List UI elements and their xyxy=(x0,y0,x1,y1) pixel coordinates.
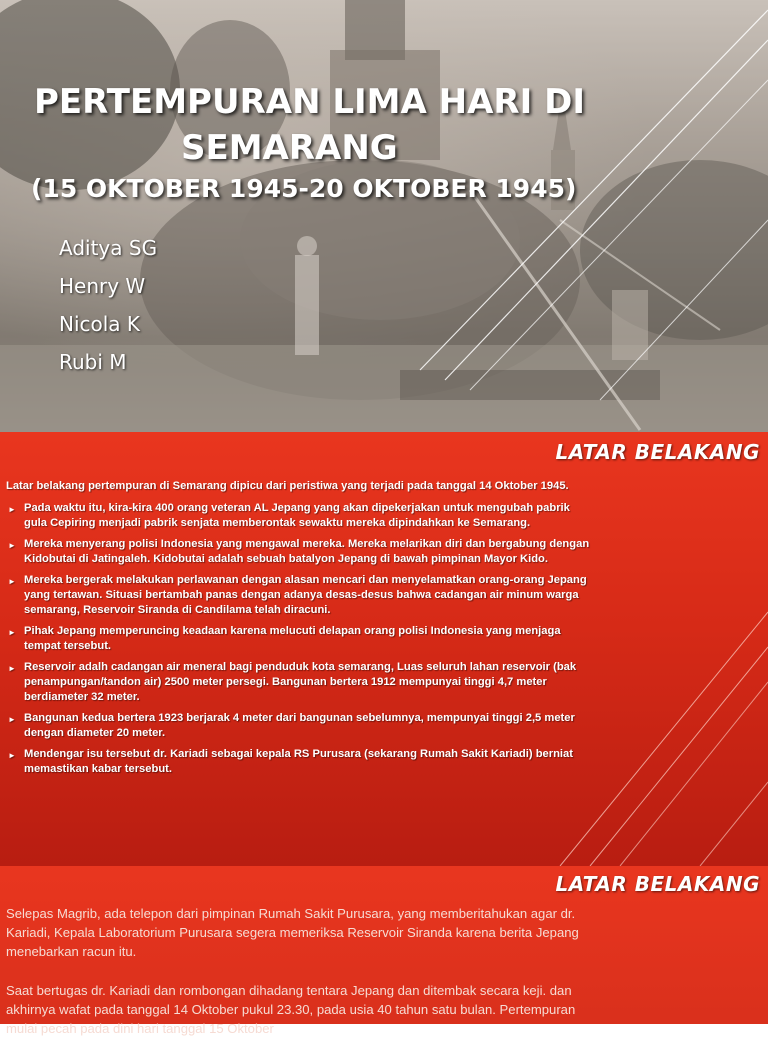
author-name: Aditya SG xyxy=(59,236,158,260)
author-name: Rubi M xyxy=(59,350,127,374)
title-line-1: PERTEMPURAN LIMA HARI DI xyxy=(34,82,585,122)
date-subtitle: (15 OKTOBER 1945-20 OKTOBER 1945) xyxy=(31,174,577,203)
list-item: ► Bangunan kedua bertera 1923 berjarak 4 meter dari bangunan sebelumnya, mempunyai tinggi 2,5 meter dengan diameter 20 meter. xyxy=(8,712,575,739)
author-name: Henry W xyxy=(59,274,146,298)
arrow-bullet-icon: ► xyxy=(8,628,16,637)
arrow-bullet-icon: ► xyxy=(8,541,16,550)
author-name: Nicola K xyxy=(59,312,141,336)
arrow-bullet-icon: ► xyxy=(8,505,16,514)
section-heading: LATAR BELAKANG xyxy=(555,440,760,464)
paragraph: Selepas Magrib, ada telepon dari pimpinan Rumah Sakit Purusara, yang memberitahukan agar dr. Kariadi, Kepala Laboratorium Purusara segera memeriksa Reservoir Siranda karena berita Jepang menebarkan racun itu. xyxy=(6,906,579,959)
list-item: ► Mereka menyerang polisi Indonesia yang mengawal mereka. Mereka melarikan diri dan bergabung dengan Kidobutai di Jatingaleh. Kidobutai adalah sebuah batalyon Jepang di bawah pimpinan Mayor Kido. xyxy=(8,538,590,565)
list-item: ► Mendengar isu tersebut dr. Kariadi sebagai kepala RS Purusara (sekarang Rumah Sakit Kariadi) berniat memastikan kabar tersebut. xyxy=(8,748,573,775)
intro-paragraph: Latar belakang pertempuran di Semarang dipicu dari peristiwa yang terjadi pada tanggal 14 Oktober 1945. xyxy=(6,480,569,492)
arrow-bullet-icon: ► xyxy=(8,751,16,760)
slide-body xyxy=(6,904,592,1058)
background-slide-continued xyxy=(0,866,768,1036)
list-item: ► Mereka bergerak melakukan perlawanan dengan alasan mencari dan menyelamatkan orang-orang Jepang yang tertawan. Situasi bertambah panas dengan adanya desas-desus bahwa cadangan air minum warga semarang, Reservoir Siranda di Candilama telah diracuni. xyxy=(8,574,587,616)
section-heading: LATAR BELAKANG xyxy=(555,872,760,896)
list-item: ► Pada waktu itu, kira-kira 400 orang veteran AL Jepang yang akan dipekerjakan untuk mengubah pabrik gula Cepiring menjadi pabrik senjata memberontak sewaktu mereka dipindahkan ke Semarang. xyxy=(8,502,570,529)
bullet-list xyxy=(6,501,594,777)
title-line-2: SEMARANG xyxy=(181,128,398,168)
slide-body xyxy=(6,479,594,783)
title-slide xyxy=(0,0,768,432)
paragraph: Saat bertugas dr. Kariadi dan rombongan dihadang tentara Jepang dan ditembak secara keji. dan akhirnya wafat pada tanggal 14 Oktober pukul 23.30, pada usia 40 tahun satu bulan. Pertempuran mulai pecah pada dini hari tanggal 15 Oktober xyxy=(6,983,576,1036)
list-item: ► Pihak Jepang memperuncing keadaan karena melucuti delapan orang polisi Indonesia yang menjaga tempat tersebut. xyxy=(8,625,561,652)
author-list xyxy=(59,234,157,386)
arrow-bullet-icon: ► xyxy=(8,577,16,586)
arrow-bullet-icon: ► xyxy=(8,715,16,724)
list-item: ► Reservoir adalh cadangan air meneral bagi penduduk kota semarang, Luas seluruh lahan reservoir (bak penampungan/tandon air) 2500 meter persegi. Bangunan bertera 1912 mempunyai tinggi 4,7 meter berdiameter 32 meter. xyxy=(8,661,577,703)
background-slide xyxy=(0,432,768,866)
arrow-bullet-icon: ► xyxy=(8,664,16,673)
